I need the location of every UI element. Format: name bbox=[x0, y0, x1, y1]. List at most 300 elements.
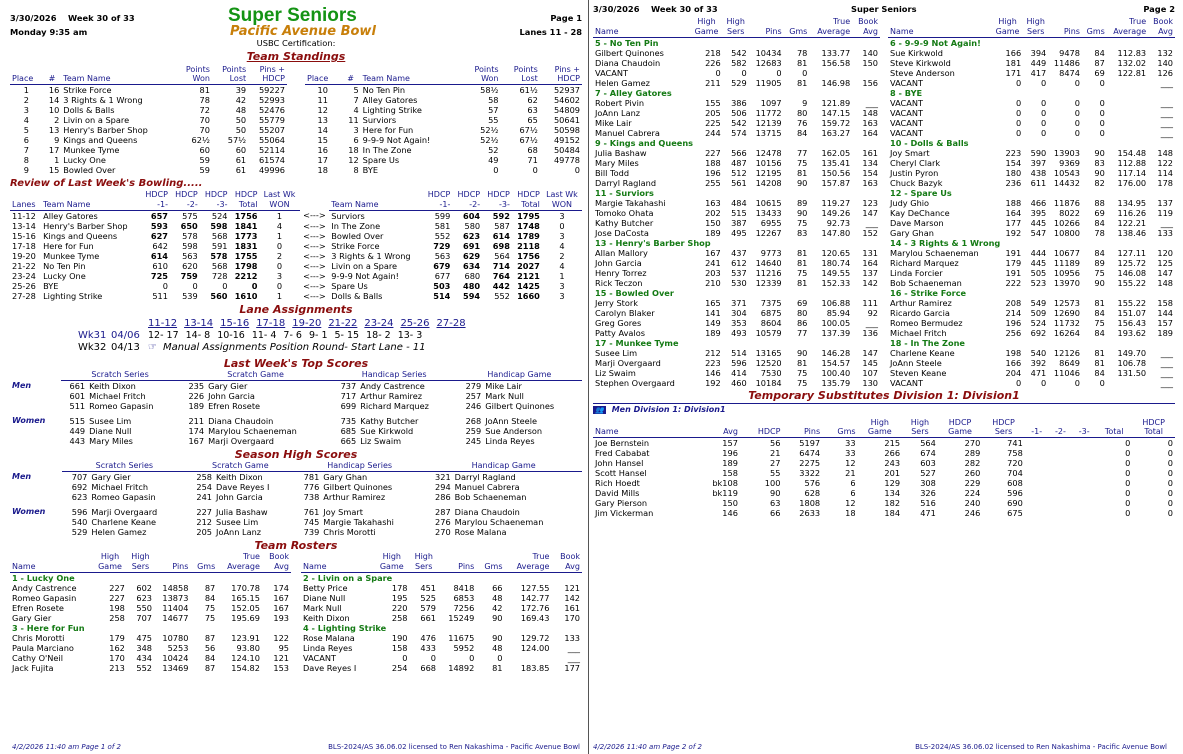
standings-left bbox=[10, 65, 287, 176]
true-average: 146.98 bbox=[821, 77, 851, 88]
games: 89 bbox=[1094, 257, 1105, 268]
high-game: 241 bbox=[705, 257, 721, 268]
player-name: Mary Miles bbox=[595, 157, 639, 168]
bowler-name: Marji Overgaard bbox=[208, 435, 274, 446]
score-row bbox=[10, 482, 582, 492]
player-name: Jack Fujita bbox=[12, 662, 54, 673]
team-name: Here for Fun bbox=[43, 240, 94, 251]
high-game: 212 bbox=[705, 347, 721, 358]
team-number: 10 bbox=[48, 105, 60, 116]
player-name: Allan Mallory bbox=[595, 247, 648, 258]
player-row bbox=[301, 593, 582, 603]
game1: 610 bbox=[152, 260, 168, 271]
hdr: Book bbox=[858, 17, 878, 26]
header-row bbox=[10, 65, 287, 75]
lane-assignment: 7- 6 bbox=[283, 330, 302, 342]
avg: 158 bbox=[722, 468, 738, 479]
points-won: 49 bbox=[488, 155, 499, 166]
pins: 1808 bbox=[799, 498, 821, 509]
high-game: 166 bbox=[1005, 47, 1022, 58]
hdr: High bbox=[414, 552, 433, 562]
true-average: 147.15 bbox=[821, 107, 851, 118]
won: 1 bbox=[276, 230, 283, 241]
pins-hdcp: 55207 bbox=[258, 125, 285, 136]
high-game: 164 bbox=[1005, 207, 1022, 218]
score: 212 bbox=[196, 516, 213, 527]
team-number: 7 bbox=[353, 95, 359, 106]
game1 bbox=[1025, 448, 1049, 458]
player-row bbox=[888, 198, 1175, 208]
games: 76 bbox=[796, 117, 808, 128]
pins: 6474 bbox=[799, 448, 821, 459]
games: 87 bbox=[204, 662, 216, 673]
game2: 0 bbox=[192, 280, 198, 291]
review-row bbox=[10, 221, 582, 231]
high-game: 181 bbox=[1005, 57, 1022, 68]
high-game: 211 bbox=[705, 77, 721, 88]
high-series: 596 bbox=[731, 357, 747, 368]
bowler-name: Gary Gier bbox=[208, 380, 248, 391]
true-average: 106.88 bbox=[821, 297, 851, 308]
points-won: 58½ bbox=[480, 85, 499, 96]
team-name: Here for Fun bbox=[362, 125, 414, 136]
book-average: ___ bbox=[567, 652, 580, 663]
games: 6 bbox=[850, 488, 856, 499]
page-number: Page 2 bbox=[1143, 4, 1175, 14]
rosters-right bbox=[301, 552, 582, 673]
bowler-name: Joy Smart bbox=[323, 506, 363, 517]
avg: bk119 bbox=[712, 488, 738, 499]
lane-assign-title: Lane Assignments bbox=[239, 302, 353, 316]
high-game: 222 bbox=[1005, 277, 1022, 288]
player-row bbox=[593, 108, 880, 118]
hdcp-total: 0 bbox=[1167, 508, 1173, 519]
game2 bbox=[1049, 478, 1073, 488]
true-average: 138.46 bbox=[1117, 227, 1147, 238]
book-average: 164 bbox=[862, 127, 878, 138]
high-game: 170 bbox=[109, 652, 125, 663]
opp-game1: 677 bbox=[434, 270, 451, 281]
team-row bbox=[888, 88, 1175, 98]
score: 241 bbox=[196, 491, 213, 502]
hdr: True bbox=[1129, 17, 1147, 26]
high-game: 243 bbox=[884, 458, 901, 469]
pins-hdcp: 50598 bbox=[553, 125, 580, 136]
games: 42 bbox=[492, 602, 503, 613]
game1: 725 bbox=[150, 270, 168, 281]
high-game: 0 bbox=[1015, 107, 1022, 118]
high-series: 506 bbox=[731, 107, 747, 118]
team-number: 16 bbox=[48, 85, 60, 96]
book-average: 161 bbox=[862, 147, 878, 158]
points-lost: 57½ bbox=[227, 135, 247, 146]
points-lost: 67½ bbox=[519, 125, 538, 136]
games: 18 bbox=[845, 508, 856, 519]
player-row bbox=[593, 378, 880, 388]
sub-row bbox=[593, 458, 1175, 468]
score: 211 bbox=[188, 415, 205, 426]
high-game: 149 bbox=[705, 317, 721, 328]
true-average: 100.05 bbox=[821, 317, 851, 328]
page-2 bbox=[589, 0, 1183, 754]
total: 2212 bbox=[234, 270, 258, 281]
high-game: 258 bbox=[391, 612, 408, 623]
standings-row bbox=[10, 85, 287, 96]
hdcp: 21 bbox=[770, 448, 781, 459]
player-row bbox=[593, 178, 880, 188]
player-name: Liz Swaim bbox=[595, 367, 636, 378]
place: 5 bbox=[23, 125, 29, 136]
team-name: No Ten Pin bbox=[362, 85, 406, 96]
hdr-num: # bbox=[340, 74, 360, 84]
team-number: 17 bbox=[48, 145, 60, 156]
book-average: 123 bbox=[862, 197, 878, 208]
player-name: Romeo Bermudez bbox=[890, 317, 963, 328]
player-row bbox=[593, 78, 880, 88]
games: 84 bbox=[1094, 367, 1105, 378]
player-name: JoAnn Lanz bbox=[595, 107, 641, 118]
games: 48 bbox=[492, 592, 503, 603]
header-row bbox=[301, 562, 582, 572]
bowler-name: Rose Malana bbox=[454, 526, 507, 537]
hdcp: 90 bbox=[770, 488, 781, 499]
hdcp-total: 0 bbox=[1167, 448, 1173, 459]
pins: 13903 bbox=[1053, 147, 1080, 158]
pins: 8649 bbox=[1059, 357, 1080, 368]
opp-game3: 587 bbox=[494, 220, 510, 231]
high-series: 437 bbox=[731, 247, 747, 258]
score: 258 bbox=[196, 471, 213, 482]
player-row bbox=[593, 318, 880, 328]
high-series: 495 bbox=[731, 227, 747, 238]
player-row bbox=[593, 218, 880, 228]
player-row bbox=[593, 98, 880, 108]
high-series: 579 bbox=[420, 602, 437, 613]
book-average: 122 bbox=[1157, 157, 1173, 168]
pins: 8474 bbox=[1059, 67, 1080, 78]
high-series: 460 bbox=[731, 377, 747, 388]
games: 80 bbox=[796, 107, 808, 118]
player-name: Henry Torrez bbox=[595, 267, 647, 278]
player-row bbox=[888, 58, 1175, 68]
score: 761 bbox=[303, 506, 320, 517]
page-1 bbox=[0, 0, 589, 754]
high-series: 434 bbox=[136, 652, 152, 663]
opp-game3: 552 bbox=[494, 290, 510, 301]
high-series: 395 bbox=[1030, 207, 1047, 218]
pins-hdcp: 49152 bbox=[553, 135, 580, 146]
pins: 0 bbox=[1074, 127, 1080, 138]
games: 87 bbox=[204, 582, 216, 593]
true-average: 149.70 bbox=[1117, 347, 1147, 358]
high-series: 540 bbox=[1030, 347, 1047, 358]
hdr: Points bbox=[185, 64, 210, 74]
team-name: Surviors bbox=[362, 115, 397, 126]
player-row bbox=[888, 318, 1175, 328]
score: 259 bbox=[465, 425, 482, 436]
hdr: Sers bbox=[723, 27, 749, 37]
place: 1 bbox=[23, 85, 29, 96]
total: 0 bbox=[1125, 478, 1131, 489]
hdr-lost: Lost bbox=[212, 74, 248, 84]
high-series: 493 bbox=[731, 327, 747, 338]
bowler-name: Bob Schaeneman bbox=[454, 491, 527, 502]
high-game: 192 bbox=[705, 377, 721, 388]
lane-assignment: 12- 17 bbox=[148, 330, 179, 342]
pins: 6955 bbox=[760, 217, 782, 228]
games: 0 bbox=[1099, 77, 1105, 88]
high-game: 227 bbox=[705, 147, 721, 158]
hdr bbox=[784, 17, 810, 27]
true-average: 180.74 bbox=[821, 257, 851, 268]
pins: 2633 bbox=[799, 508, 821, 519]
book-average: 193 bbox=[273, 612, 289, 623]
high-series: 550 bbox=[136, 602, 152, 613]
player-row bbox=[593, 58, 880, 68]
player-name: Justin Pyron bbox=[890, 167, 939, 178]
high-game: 255 bbox=[705, 177, 721, 188]
player-name: VACANT bbox=[890, 127, 923, 138]
game1 bbox=[1025, 438, 1049, 449]
hdr bbox=[43, 65, 62, 75]
games: 33 bbox=[845, 448, 856, 459]
hdr bbox=[10, 370, 61, 380]
game1: 614 bbox=[150, 250, 168, 261]
high-series: 542 bbox=[731, 47, 747, 58]
points-won: 78 bbox=[199, 95, 210, 106]
score-row bbox=[10, 391, 582, 401]
group-label bbox=[10, 426, 61, 436]
hdr: Pins bbox=[782, 427, 822, 437]
high-game: 180 bbox=[1005, 167, 1022, 178]
true-average bbox=[505, 653, 552, 663]
book-average: 140 bbox=[862, 47, 878, 58]
pins: 11486 bbox=[1053, 57, 1080, 68]
scores-table bbox=[10, 461, 582, 537]
player-row bbox=[888, 268, 1175, 278]
score: 511 bbox=[69, 400, 86, 411]
hdcp: 55 bbox=[770, 468, 781, 479]
player-name: Tomoko Ohata bbox=[595, 207, 654, 218]
games: 75 bbox=[1094, 317, 1105, 328]
group-label bbox=[10, 436, 61, 446]
team-number: 5 bbox=[353, 85, 359, 96]
true-average: 142.77 bbox=[520, 592, 550, 603]
game3 bbox=[1072, 468, 1096, 478]
game2: 563 bbox=[182, 250, 198, 261]
high-game: 184 bbox=[884, 508, 901, 519]
games: 83 bbox=[796, 227, 808, 238]
player-name: Charlene Keane bbox=[890, 347, 955, 358]
bowler-name: Keith Dixon bbox=[89, 380, 136, 391]
total: 1755 bbox=[234, 250, 258, 261]
pins: 5952 bbox=[453, 642, 475, 653]
bowler-name: John Garcia bbox=[216, 491, 263, 502]
games: 0 bbox=[1099, 117, 1105, 128]
player-row bbox=[593, 278, 880, 288]
standings-row bbox=[305, 105, 582, 115]
player-row bbox=[593, 348, 880, 358]
opp-game1: 552 bbox=[434, 230, 451, 241]
hdr: Pins bbox=[1048, 27, 1082, 37]
true-average: 116.26 bbox=[1117, 207, 1147, 218]
player-row bbox=[888, 258, 1175, 268]
games: 6 bbox=[850, 478, 856, 489]
game1: 642 bbox=[152, 240, 168, 251]
high-series: 0 bbox=[430, 652, 437, 663]
hdr: Avg bbox=[262, 562, 291, 572]
player-name: Paula Marciano bbox=[12, 642, 74, 653]
score: 235 bbox=[188, 380, 205, 391]
versus: <---> bbox=[303, 250, 326, 261]
pins: 13433 bbox=[755, 207, 782, 218]
hdcp-game: 260 bbox=[964, 468, 981, 479]
high-series: 466 bbox=[1030, 197, 1047, 208]
player-row bbox=[593, 328, 880, 338]
hdr bbox=[822, 418, 857, 428]
team-name: BYE bbox=[362, 165, 379, 176]
player-name: Diane Null bbox=[303, 592, 346, 603]
team-row bbox=[301, 572, 582, 583]
book-average: ___ bbox=[865, 97, 878, 108]
player-row bbox=[301, 613, 582, 623]
games: 9 bbox=[802, 97, 808, 108]
score: 226 bbox=[188, 390, 205, 401]
hdr: Avg bbox=[551, 562, 582, 572]
page-number: Page 1 bbox=[550, 13, 582, 23]
opp-game3: 592 bbox=[492, 210, 510, 221]
bowler-name: Romeo Gapasin bbox=[91, 491, 156, 502]
player-row bbox=[593, 168, 880, 178]
team-number: 9 bbox=[54, 135, 60, 146]
player-name: Keith Dixon bbox=[303, 612, 350, 623]
player-row bbox=[888, 298, 1175, 308]
pins: 13715 bbox=[755, 127, 782, 138]
header-row bbox=[10, 190, 582, 200]
hdr: Game bbox=[374, 562, 409, 572]
pins-hdcp: 0 bbox=[574, 165, 580, 176]
pins: 0 bbox=[1074, 117, 1080, 128]
high-game: 165 bbox=[705, 297, 721, 308]
games: 81 bbox=[796, 257, 808, 268]
wk31-date: 04/06 bbox=[111, 330, 140, 342]
high-game: 198 bbox=[1005, 347, 1022, 358]
high-game: 0 bbox=[1015, 77, 1022, 88]
player-name: Rick Teczon bbox=[595, 277, 643, 288]
high-game: 220 bbox=[391, 602, 408, 613]
team-name: Strike Force bbox=[63, 85, 112, 96]
col-header: Scratch Game bbox=[187, 461, 294, 471]
pins: 12478 bbox=[755, 147, 782, 158]
avg: 157 bbox=[722, 438, 738, 449]
pins: 10615 bbox=[755, 197, 782, 208]
high-series: 397 bbox=[1030, 157, 1047, 168]
bowler-name: Andy Castrence bbox=[360, 380, 425, 391]
subs-group: Men Division 1: Division1 bbox=[611, 404, 726, 414]
hdr: Gms bbox=[1082, 27, 1107, 37]
hdr: -3- bbox=[1072, 427, 1096, 437]
bowler-name: Efren Rosete bbox=[208, 400, 261, 411]
hdr: Sers bbox=[1023, 27, 1048, 37]
high-game: 0 bbox=[1015, 117, 1022, 128]
hdcp-game: 224 bbox=[964, 488, 981, 499]
true-average: 123.91 bbox=[231, 632, 260, 643]
player-name: Julia Bashaw bbox=[595, 147, 647, 158]
footer-right: BLS-2024/AS 36.06.02 licensed to Ren Nakashima - Pacific Avenue Bowl bbox=[915, 743, 1167, 752]
opp-game2: 480 bbox=[463, 280, 481, 291]
wk31-assignments bbox=[148, 330, 429, 342]
sub-name: Jim Vickerman bbox=[595, 508, 654, 519]
book-average: ___ bbox=[567, 642, 580, 653]
game3 bbox=[1072, 478, 1096, 488]
standings-row bbox=[305, 135, 582, 145]
pins: 9478 bbox=[1059, 47, 1080, 58]
player-row bbox=[888, 348, 1175, 358]
points-won: 59 bbox=[199, 155, 210, 166]
high-game: 208 bbox=[1005, 297, 1022, 308]
points-lost: 42 bbox=[235, 95, 247, 106]
total: 1610 bbox=[234, 290, 258, 301]
pins: 7530 bbox=[760, 367, 782, 378]
high-series: 524 bbox=[1030, 317, 1047, 328]
header-row bbox=[10, 461, 582, 471]
player-name: Linda Forcier bbox=[890, 267, 943, 278]
bowler-name: Charlene Keane bbox=[91, 516, 157, 527]
player-name: Mark Null bbox=[303, 602, 342, 613]
player-name: JoAnn Steele bbox=[890, 357, 942, 368]
high-series: 564 bbox=[920, 438, 936, 449]
bowler-name: Chris Morotti bbox=[323, 526, 376, 537]
book-average: 140 bbox=[1157, 57, 1173, 68]
hdr: Name bbox=[593, 427, 693, 437]
team-number: 2 bbox=[54, 115, 60, 126]
book-average: 170 bbox=[564, 612, 580, 623]
header-row bbox=[305, 74, 582, 84]
team-row bbox=[888, 238, 1175, 248]
player-row bbox=[301, 663, 582, 673]
team-header: 3 - Here for Fun bbox=[12, 622, 85, 633]
true-average: 163.27 bbox=[821, 127, 851, 138]
high-series: 509 bbox=[1030, 307, 1047, 318]
book-average: 148 bbox=[862, 107, 878, 118]
standings-row bbox=[10, 145, 287, 155]
high-series: 353 bbox=[731, 317, 747, 328]
team-row bbox=[10, 623, 291, 633]
avg: 146 bbox=[722, 508, 738, 519]
opp-total: 1795 bbox=[517, 210, 540, 221]
games: 75 bbox=[1094, 267, 1105, 278]
player-row bbox=[888, 228, 1175, 238]
header-row bbox=[593, 418, 1175, 428]
scores-table bbox=[10, 370, 582, 446]
game2: 598 bbox=[182, 240, 198, 251]
true-average bbox=[1107, 378, 1148, 388]
points-won: 81 bbox=[199, 85, 210, 96]
rosters-right bbox=[888, 17, 1175, 388]
hdr: Sers bbox=[127, 562, 154, 572]
lane-assignment: 18- 2 bbox=[366, 330, 391, 342]
book-average: 189 bbox=[1157, 327, 1173, 338]
player-row bbox=[593, 298, 880, 308]
group-icon: 👥 bbox=[595, 405, 604, 414]
game2 bbox=[1049, 488, 1073, 498]
high-game: 134 bbox=[884, 488, 901, 499]
lane-pair: 11-12 bbox=[148, 318, 178, 330]
sub-row bbox=[593, 478, 1175, 488]
high-game: 236 bbox=[1005, 177, 1022, 188]
score: 781 bbox=[303, 471, 320, 482]
high-game: 226 bbox=[705, 57, 721, 68]
